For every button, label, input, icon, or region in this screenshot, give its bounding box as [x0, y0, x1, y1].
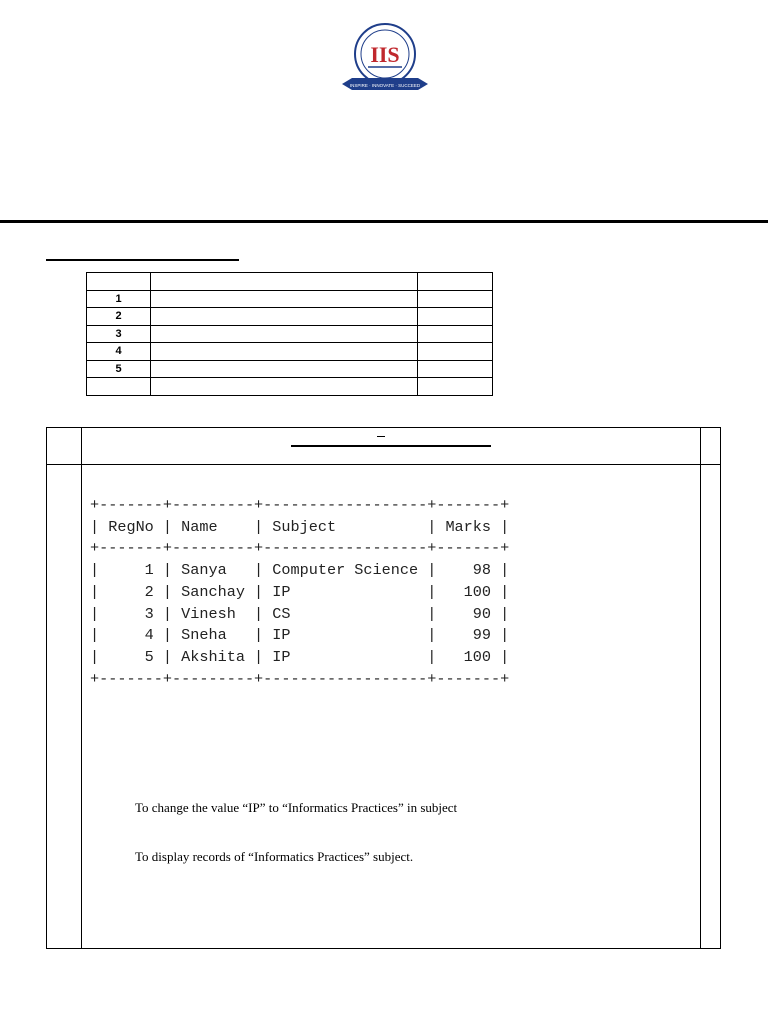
table-row — [87, 325, 493, 343]
row-number: 5 — [87, 360, 151, 378]
title-dash — [377, 436, 385, 437]
table-row — [87, 378, 493, 396]
table-row — [87, 360, 493, 378]
table-row — [87, 308, 493, 326]
task-1: To change the value “IP” to “Informatics Practices” in subject — [135, 800, 458, 815]
row-number: 4 — [87, 343, 151, 361]
row-number: 3 — [87, 325, 151, 343]
header-row-divider — [47, 464, 720, 465]
title-underline — [291, 445, 491, 447]
left-column-divider — [81, 428, 82, 948]
question-box — [46, 427, 721, 949]
header-rule — [0, 220, 768, 223]
table-row — [87, 290, 493, 308]
section-underline — [46, 259, 239, 261]
row-number: 1 — [87, 290, 151, 308]
index-table — [86, 272, 493, 396]
school-logo — [338, 20, 432, 98]
row-number — [87, 378, 151, 396]
logo-initials: IIS — [370, 42, 400, 67]
task-2: To display records of “Informatics Practices” subject. — [135, 849, 414, 864]
right-column-divider — [700, 428, 701, 948]
logo-ribbon-text: INSPIRE · INNOVATE · SUCCEED — [349, 83, 421, 88]
row-number: 2 — [87, 308, 151, 326]
sql-output-table: +-------+---------+------------------+-------+ | RegNo | Name | Subject | Marks | +-------+---------+------------------+-------+ | 1 | Sanya | Computer Science | 98 | | 2 | Sanchay | IP | 100 | | 3 | Vinesh | CS | 90 | | 4 | Sneha | IP | 99 | | 5 | Akshita | IP | 100 | +-------+---------+------------------+-------+ — [90, 496, 510, 688]
table-row — [87, 273, 493, 291]
table-row — [87, 343, 493, 361]
